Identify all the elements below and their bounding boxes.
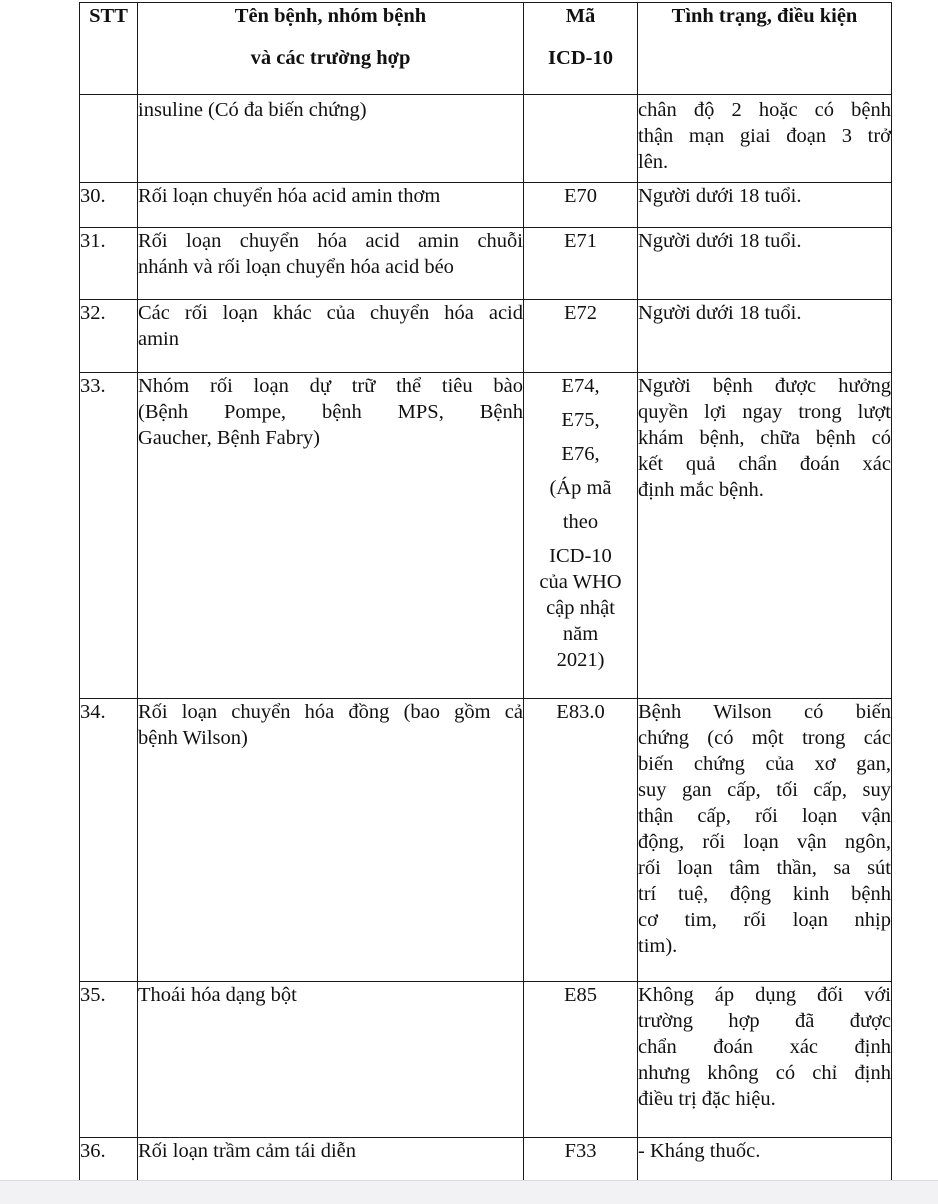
disease-name-line: (Bệnh Pompe, bệnh MPS, Bệnh (138, 401, 523, 423)
icd-code-cell (524, 95, 638, 183)
table-row (80, 982, 892, 1138)
header-name-line2: và các trường hợp (250, 47, 411, 69)
table-header-row (80, 3, 892, 95)
condition-line: trí tuệ, động kinh bệnh (638, 883, 891, 905)
table-row (80, 373, 892, 699)
disease-name-line: Rối loạn chuyển hóa acid amin thơm (138, 185, 441, 207)
condition-line: trường hợp đã được (638, 1010, 891, 1032)
condition-line: Người dưới 18 tuổi. (638, 185, 802, 207)
condition-line: Người bệnh được hưởng (638, 375, 891, 397)
condition-line: Không áp dụng đối với (638, 984, 891, 1006)
disease-name-cell (138, 982, 524, 1138)
table-row (80, 1138, 892, 1182)
condition-line: chứng (có một trong các (638, 727, 891, 749)
icd-code-cell (524, 982, 638, 1138)
header-condition (638, 3, 892, 95)
icd-code-line: cập nhật (546, 597, 615, 619)
header-code-line1: Mã (565, 5, 596, 27)
disease-name-cell (138, 699, 524, 982)
row-number: 32. (80, 302, 106, 324)
table-row (80, 300, 892, 373)
table-row (80, 183, 892, 228)
disease-name-line: nhánh và rối loạn chuyển hóa acid béo (138, 256, 454, 278)
condition-line: kết quả chẩn đoán xác (638, 453, 891, 475)
icd-code-line: F33 (564, 1140, 597, 1162)
condition-line: điều trị đặc hiệu. (638, 1088, 776, 1110)
viewer-bottom-bar (0, 1180, 938, 1204)
header-name (138, 3, 524, 95)
header-stt (80, 3, 138, 95)
disease-name-cell (138, 228, 524, 300)
disease-name-line: Thoái hóa dạng bột (138, 984, 297, 1006)
condition-cell (638, 1138, 892, 1182)
row-number-cell (80, 228, 138, 300)
disease-name-cell (138, 95, 524, 183)
disease-name-line: insuline (Có đa biến chứng) (138, 99, 367, 121)
row-number: 35. (80, 984, 106, 1006)
icd-code-line: theo (562, 511, 599, 533)
condition-line: thận mạn giai đoạn 3 trở (638, 125, 891, 147)
disease-name-line: Rối loạn trầm cảm tái diễn (138, 1140, 357, 1162)
row-number: 34. (80, 701, 106, 723)
row-number: 30. (80, 185, 106, 207)
condition-line: lên. (638, 151, 669, 173)
icd-code-line: năm (562, 623, 599, 645)
table-body (80, 95, 892, 1182)
condition-line: Người dưới 18 tuổi. (638, 302, 802, 324)
icd-code-line: ICD-10 (549, 545, 612, 567)
row-number-cell (80, 183, 138, 228)
condition-line: định mắc bệnh. (638, 479, 764, 501)
row-number-cell (80, 699, 138, 982)
row-number-cell (80, 300, 138, 373)
row-number: 33. (80, 375, 106, 397)
row-number: 31. (80, 230, 106, 252)
icd-code-line: (Áp mã (549, 477, 612, 499)
disease-name-cell (138, 373, 524, 699)
condition-line: suy gan cấp, tối cấp, suy (638, 779, 891, 801)
row-number: 36. (80, 1140, 106, 1162)
icd-code-line: E71 (563, 230, 598, 252)
condition-line: tim). (638, 935, 678, 957)
condition-line: chẩn đoán xác định (638, 1036, 891, 1058)
table-row (80, 699, 892, 982)
icd-code-cell (524, 699, 638, 982)
icd-code-line: E75, (561, 409, 600, 431)
condition-cell (638, 183, 892, 228)
condition-cell (638, 300, 892, 373)
header-stt-label: STT (89, 5, 128, 27)
disease-name-line: Rối loạn chuyển hóa đồng (bao gồm cả (138, 701, 523, 723)
icd-code-line: E85 (563, 984, 598, 1006)
header-code (524, 3, 638, 95)
row-number-cell (80, 982, 138, 1138)
icd-code-line: E70 (563, 185, 598, 207)
disease-name-line: amin (138, 328, 179, 350)
icd-code-line: E74, (561, 375, 600, 397)
condition-cell (638, 699, 892, 982)
disease-name-line: Nhóm rối loạn dự trữ thể tiêu bào (138, 375, 523, 397)
condition-cell (638, 228, 892, 300)
icd-code-cell (524, 228, 638, 300)
condition-cell (638, 95, 892, 183)
icd-code-cell (524, 1138, 638, 1182)
row-number-cell (80, 1138, 138, 1182)
header-name-line1: Tên bệnh, nhóm bệnh (234, 5, 427, 27)
condition-line: thận cấp, rối loạn vận (638, 805, 891, 827)
row-number-cell (80, 95, 138, 183)
table-row (80, 95, 892, 183)
icd-code-line: E72 (563, 302, 598, 324)
condition-line: nhưng không có chỉ định (638, 1062, 891, 1084)
condition-line: rối loạn tâm thần, sa sút (638, 857, 891, 879)
disease-name-cell (138, 1138, 524, 1182)
header-code-line2: ICD-10 (548, 47, 613, 69)
condition-line: Bệnh Wilson có biến (638, 701, 891, 723)
disease-name-line: Rối loạn chuyển hóa acid amin chuỗi (138, 230, 523, 252)
condition-line: biến chứng của xơ gan, (638, 753, 891, 775)
condition-line: khám bệnh, chữa bệnh có (638, 427, 891, 449)
condition-line: Người dưới 18 tuổi. (638, 230, 802, 252)
icd-code-line: E76, (561, 443, 600, 465)
icd-code-cell (524, 183, 638, 228)
disease-name-line: Các rối loạn khác của chuyển hóa acid (138, 302, 523, 324)
condition-line: quyền lợi ngay trong lượt (638, 401, 891, 423)
icd-code-cell (524, 300, 638, 373)
disease-name-cell (138, 300, 524, 373)
condition-line: động, rối loạn vận ngôn, (638, 831, 891, 853)
condition-cell (638, 373, 892, 699)
condition-line: chân độ 2 hoặc có bệnh (638, 99, 891, 121)
condition-line: - Kháng thuốc. (638, 1140, 761, 1162)
icd-code-line: E83.0 (556, 701, 605, 723)
icd-code-line: 2021) (556, 649, 605, 671)
condition-cell (638, 982, 892, 1138)
condition-line: cơ tim, rối loạn nhịp (638, 909, 891, 931)
row-number-cell (80, 373, 138, 699)
header-condition-label: Tình trạng, điều kiện (671, 5, 858, 27)
disease-name-cell (138, 183, 524, 228)
icd-code-cell (524, 373, 638, 699)
icd-code-line: của WHO (539, 571, 622, 593)
disease-name-line: bệnh Wilson) (138, 727, 248, 749)
disease-table (79, 2, 892, 1182)
disease-name-line: Gaucher, Bệnh Fabry) (138, 427, 320, 449)
table-row (80, 228, 892, 300)
